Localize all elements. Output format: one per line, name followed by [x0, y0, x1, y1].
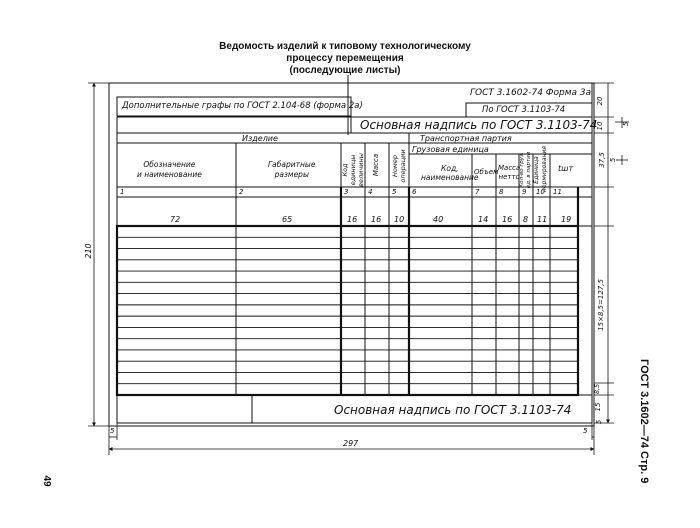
col-num: 8: [499, 188, 504, 196]
col-mass: Масса: [372, 153, 380, 177]
col-net-mass: Масса нетто: [498, 164, 521, 181]
dim-20: 20: [596, 96, 604, 106]
col-num: 9: [522, 188, 527, 196]
dim-5-left: 5: [110, 427, 115, 435]
col-width: 65: [282, 215, 293, 224]
col-norm-unit: Единица нормирования: [533, 146, 548, 192]
dim-5-right: 5: [583, 427, 588, 435]
col-width: 40: [433, 215, 444, 224]
col-width: 10: [394, 215, 405, 224]
dim-10: 10: [596, 121, 604, 131]
page-number: 49: [41, 475, 52, 487]
dim-8-5: 8,5: [593, 383, 601, 395]
dim-5-bottom: 5: [595, 419, 603, 425]
col-code-name: Код, наименование: [421, 164, 479, 182]
col-width: 16: [371, 215, 382, 224]
col-width: 11: [537, 215, 548, 224]
col-product: Изделие: [242, 134, 278, 143]
po-gost-label: По ГОСТ 3.1103-74: [482, 105, 566, 115]
main-inscription-top: Основная надпись по ГОСТ 3.1103-74: [360, 118, 598, 132]
col-width: 16: [347, 215, 358, 224]
col-dimensions: Габаритные размеры: [268, 160, 316, 179]
col-num: 1: [120, 188, 125, 196]
col-width: 72: [170, 215, 181, 224]
page-title: Ведомость изделий к типовому технологическому процессу перемещения (последующие листы): [219, 41, 471, 76]
col-num: 4: [368, 188, 373, 196]
col-unit-code: Код единицы величины: [341, 153, 365, 187]
side-standard-label: ГОСТ 3.1602—74 Стр. 9: [638, 359, 650, 484]
col-num: 2: [239, 188, 244, 196]
col-width: 14: [478, 215, 489, 224]
col-num: 7: [475, 188, 480, 196]
extra-columns-label: Дополнительные графы по ГОСТ 2.104-68 (форма 2а): [122, 101, 363, 111]
table-rows: [117, 237, 578, 383]
col-operation-no: Номер операции: [391, 149, 407, 183]
col-transport-batch: Транспортная партия: [420, 134, 512, 143]
sheet-outline: [109, 83, 594, 426]
dim-5-mid: 5: [609, 157, 617, 163]
col-num: 10: [536, 188, 545, 196]
col-width: 16: [502, 215, 513, 224]
main-inscription-bottom: Основная надпись по ГОСТ 3.1103-74: [334, 403, 572, 417]
dim-15: 15: [594, 402, 602, 412]
col-width: 8: [523, 215, 529, 224]
col-num: 3: [344, 188, 349, 196]
col-num: 6: [412, 188, 417, 196]
dim-37-5: 37,5: [598, 152, 606, 168]
col-num: 5: [392, 188, 397, 196]
col-cargo-unit: Грузовая единица: [412, 145, 489, 154]
dim-rows: 15×8,5=127,5: [597, 279, 605, 331]
table-thick-border: [117, 226, 578, 395]
gost-form-label: ГОСТ 3.1602-74 Форма 3а: [470, 88, 592, 98]
col-designation: Обозначение и наименование: [137, 160, 202, 179]
col-num: 11: [553, 188, 562, 196]
col-width: 19: [561, 215, 572, 224]
col-volume: Объем: [474, 168, 499, 176]
col-t-pcs: tшт: [558, 164, 574, 173]
dim-297: 297: [343, 439, 359, 448]
dim-210: 210: [84, 243, 93, 259]
col-cargo-count: Кол-во груз. ед. в партии: [519, 151, 532, 189]
dim-5-top: 5: [622, 121, 630, 127]
